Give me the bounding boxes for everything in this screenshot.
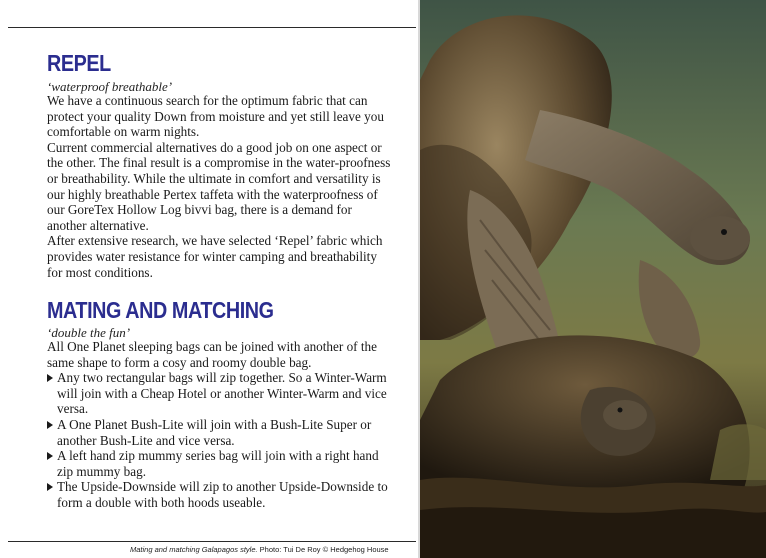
repel-paragraph: After extensive research, we have selected ‘Repel’ fabric which provides water resistance for winter camping and breathability for most conditions. [47,233,383,280]
triangle-bullet-icon [47,374,53,382]
top-rule [8,27,416,28]
repel-paragraph: We have a continuous search for the optimum fabric that can protect your quality Down from moisture and yet still leave you comfortable on warm nights. [47,93,384,140]
photo-credit: Photo: Tui De Roy © Hedgehog House [259,545,389,554]
mating-intro: All One Planet sleeping bags can be joined with another of the same shape to form a cosy and roomy double bag. [47,339,377,370]
mating-heading: MATING AND MATCHING [47,297,274,323]
repel-body [47,93,392,280]
tortoise-illustration [420,0,766,558]
repel-subtitle: ‘waterproof breathable’ [47,79,173,94]
repel-paragraph: Current commercial alternatives do a good job on one aspect or the other. The final result is a compromise in the water-proofness or breathability. While the ultimate in comfort and versatility is our highly breathable Pertex taffeta with the waterproofness of our GoreTex Hollow Log bivvi bag, there is a demand for another alternative. [47,139,391,233]
bottom-rule [8,541,416,542]
triangle-bullet-icon [47,452,53,460]
caption-text: Mating and matching Galapagos style. [130,545,258,554]
mating-body [47,339,392,511]
list-item [47,479,392,510]
list-item [47,417,392,448]
list-item-text: Any two rectangular bags will zip together. So a Winter-Warm will join with a Cheap Hotel or another Winter-Warm and vice versa. [57,370,387,417]
photo-caption [130,545,389,554]
mating-subtitle: ‘double the fun’ [47,325,131,340]
list-item-text: The Upside-Downside will zip to another Upside-Downside to form a double with both hoods useable. [57,479,388,510]
list-item [47,448,392,479]
list-item-text: A left hand zip mummy series bag will join with a right hand zip mummy bag. [57,448,379,479]
list-item [47,370,392,417]
triangle-bullet-icon [47,483,53,491]
triangle-bullet-icon [47,421,53,429]
galapagos-tortoises-photo [420,0,766,558]
list-item-text: A One Planet Bush-Lite will join with a Bush-Lite Super or another Bush-Lite and vice versa. [57,416,372,448]
repel-heading: REPEL [47,50,111,76]
bullet-list [47,370,392,510]
